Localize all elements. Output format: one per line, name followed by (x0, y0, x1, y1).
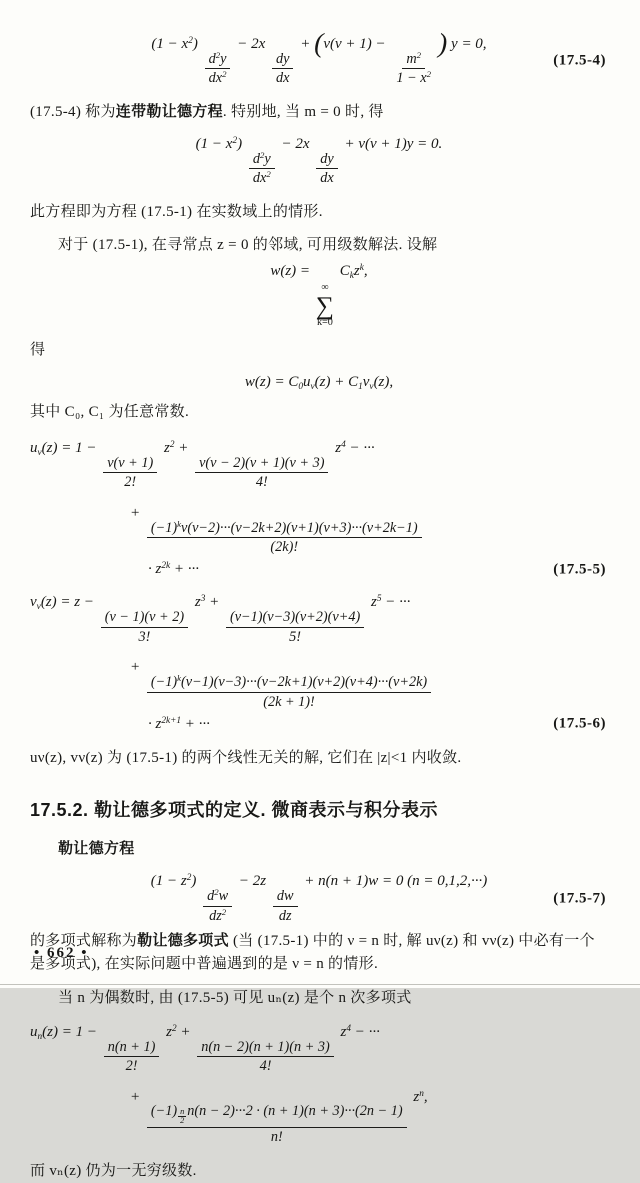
equation-power-series (30, 263, 608, 328)
equation-u-series-line2 (30, 505, 608, 556)
text-run: (17.5-4) 称为 (30, 103, 116, 120)
equation-u-series-line3 (30, 561, 608, 578)
paragraph-equation-name (30, 101, 608, 124)
formula-v-series-line2: + $\frac{(-1)^k(\nu-1)(\nu-3)\cdot\cdot\cdot(\nu-2k+1)(\nu+2)(\nu+4)\cdot\cdot\cdot(\nu+2k)}{(2k + 1)!}$ (130, 659, 434, 675)
formula-17-5-7: $(1 - z^2)$ $\frac{d^2w}{dz^2}$ − 2z $\frac{dw}{dz}$ + n(n + 1)w = 0 (n = 0,1,2,···) (150, 873, 488, 924)
equation-un-line2 (30, 1089, 608, 1146)
equation-number: (17.5-4) (553, 52, 606, 69)
text-run: (当 (17.5-1) 中的 ν = n 时, 解 uν(z) 和 vν(z) 中必有一个是多项式), 在实际问题中普遍遇到的是 ν = n 的情形. (30, 933, 595, 973)
paragraph-infinite-series: 而 vₙ(z) 仍为一无穷级数. (30, 1162, 197, 1179)
bold-term-associated-legendre: 连带勒让德方程 (115, 103, 223, 120)
paragraph-even-case: 当 n 为偶数时, 由 (17.5-5) 可见 uₙ(z) 是个 n 次多项式 (58, 989, 412, 1006)
formula-general-solution: $w(z) = C_0u_\nu(z) + C_1v_\nu(z)$, (244, 373, 394, 392)
formula-power-series: w(z) = ∞ ∑ k=0 $C_kz^k$, (270, 263, 368, 328)
page-number: • 662 • (34, 945, 89, 961)
paragraph-arbitrary-constants: 其中 C₀, C₁ 为任意常数. (30, 403, 190, 420)
equation-legendre-m0 (30, 136, 608, 187)
formula-v-series-line3: · $z^{2k+1}$ + ··· (148, 715, 210, 732)
formula-u-series-line1: $u_\nu(z) = 1$ − $\frac{\nu(\nu + 1)}{2!}$ $z^2$ + $\frac{\nu(\nu - 2)(\nu + 1)(\nu + 3)}{4!}$ $z^4$ − ··· (30, 439, 375, 491)
formula-17-5-4: $(1 - x^2)$ $\frac{d^2y}{dx^2}$ − 2x $\frac{dy}{dx}$ + (ν(ν + 1) − $\frac{m^2}{1 - x^2}$ ) y = 0, (151, 27, 487, 87)
equation-number: (17.5-6) (553, 715, 606, 732)
formula-m0-case: $(1 - x^2)$ $\frac{d^2y}{dx^2}$ − 2x $\frac{dy}{dx}$ + ν(ν + 1)y = 0. (195, 135, 443, 187)
paragraph-real-domain: 此方程即为方程 (17.5-1) 在实数域上的情形. (30, 203, 323, 220)
equation-legendre-17-5-7 (30, 873, 608, 924)
equation-un-line1 (30, 1024, 608, 1075)
text-run: . 特别地, 当 m = 0 时, 得 (222, 103, 384, 120)
section-heading-17-5-2: 17.5.2. 勒让德多项式的定义. 微商表示与积分表示 (30, 800, 439, 821)
equation-v-series-line2 (30, 659, 608, 710)
equation-general-solution (30, 374, 608, 391)
text-run: 的多项式解称为 (30, 933, 138, 950)
paragraph-linear-independent: uν(z), vν(z) 为 (17.5-1) 的两个线性无关的解, 它们在 |z|<1 内收敛. (30, 749, 462, 766)
equation-v-series-line3 (30, 716, 608, 733)
equation-number: (17.5-5) (553, 561, 606, 578)
formula-u-series-line3: · $z^{2k}$ + ··· (148, 561, 199, 578)
scan-edge-line (0, 984, 640, 985)
paragraph-series-method: 对于 (17.5-1), 在寻常点 z = 0 的邻域, 可用级数解法. 设解 (58, 236, 438, 253)
equation-v-series-line1 (30, 594, 608, 645)
paragraph-de: 得 (30, 341, 46, 358)
bold-term-legendre-polynomial: 勒让德多项式 (137, 933, 229, 950)
equation-associated-legendre (30, 27, 608, 87)
paragraph-legendre-equation-label: 勒让德方程 (58, 841, 135, 858)
formula-u-series-line2: + $\frac{(-1)^k\nu(\nu-2)\cdot\cdot\cdot(\nu-2k+2)(\nu+1)(\nu+3)\cdot\cdot\cdot(\nu+2k-1)}{(2k)!}$ (130, 505, 425, 521)
paragraph-polynomial-definition (30, 930, 608, 977)
equation-u-series-line1 (30, 440, 608, 491)
formula-un-line2: + (−1) $^{\frac{n}{2}}$ n(n − 2)···2 · (n + 1)(n + 3)···(2n − 1) n! $z^n$, (130, 1088, 428, 1146)
formula-un-line1: $u_n(z) = 1$ − $\frac{n(n + 1)}{2!}$ $z^2$ + $\frac{n(n - 2)(n + 1)(n + 3)}{4!}$ $z^4$ − ··· (30, 1023, 380, 1075)
equation-number: (17.5-7) (553, 890, 606, 907)
formula-v-series-line1: $v_\nu(z) = z$ − $\frac{(\nu - 1)(\nu + 2)}{3!}$ $z^3$ + $\frac{(\nu-1)(\nu-3)(\nu+2)(\nu+4)}{5!}$ $z^5$ − ··· (30, 594, 411, 645)
